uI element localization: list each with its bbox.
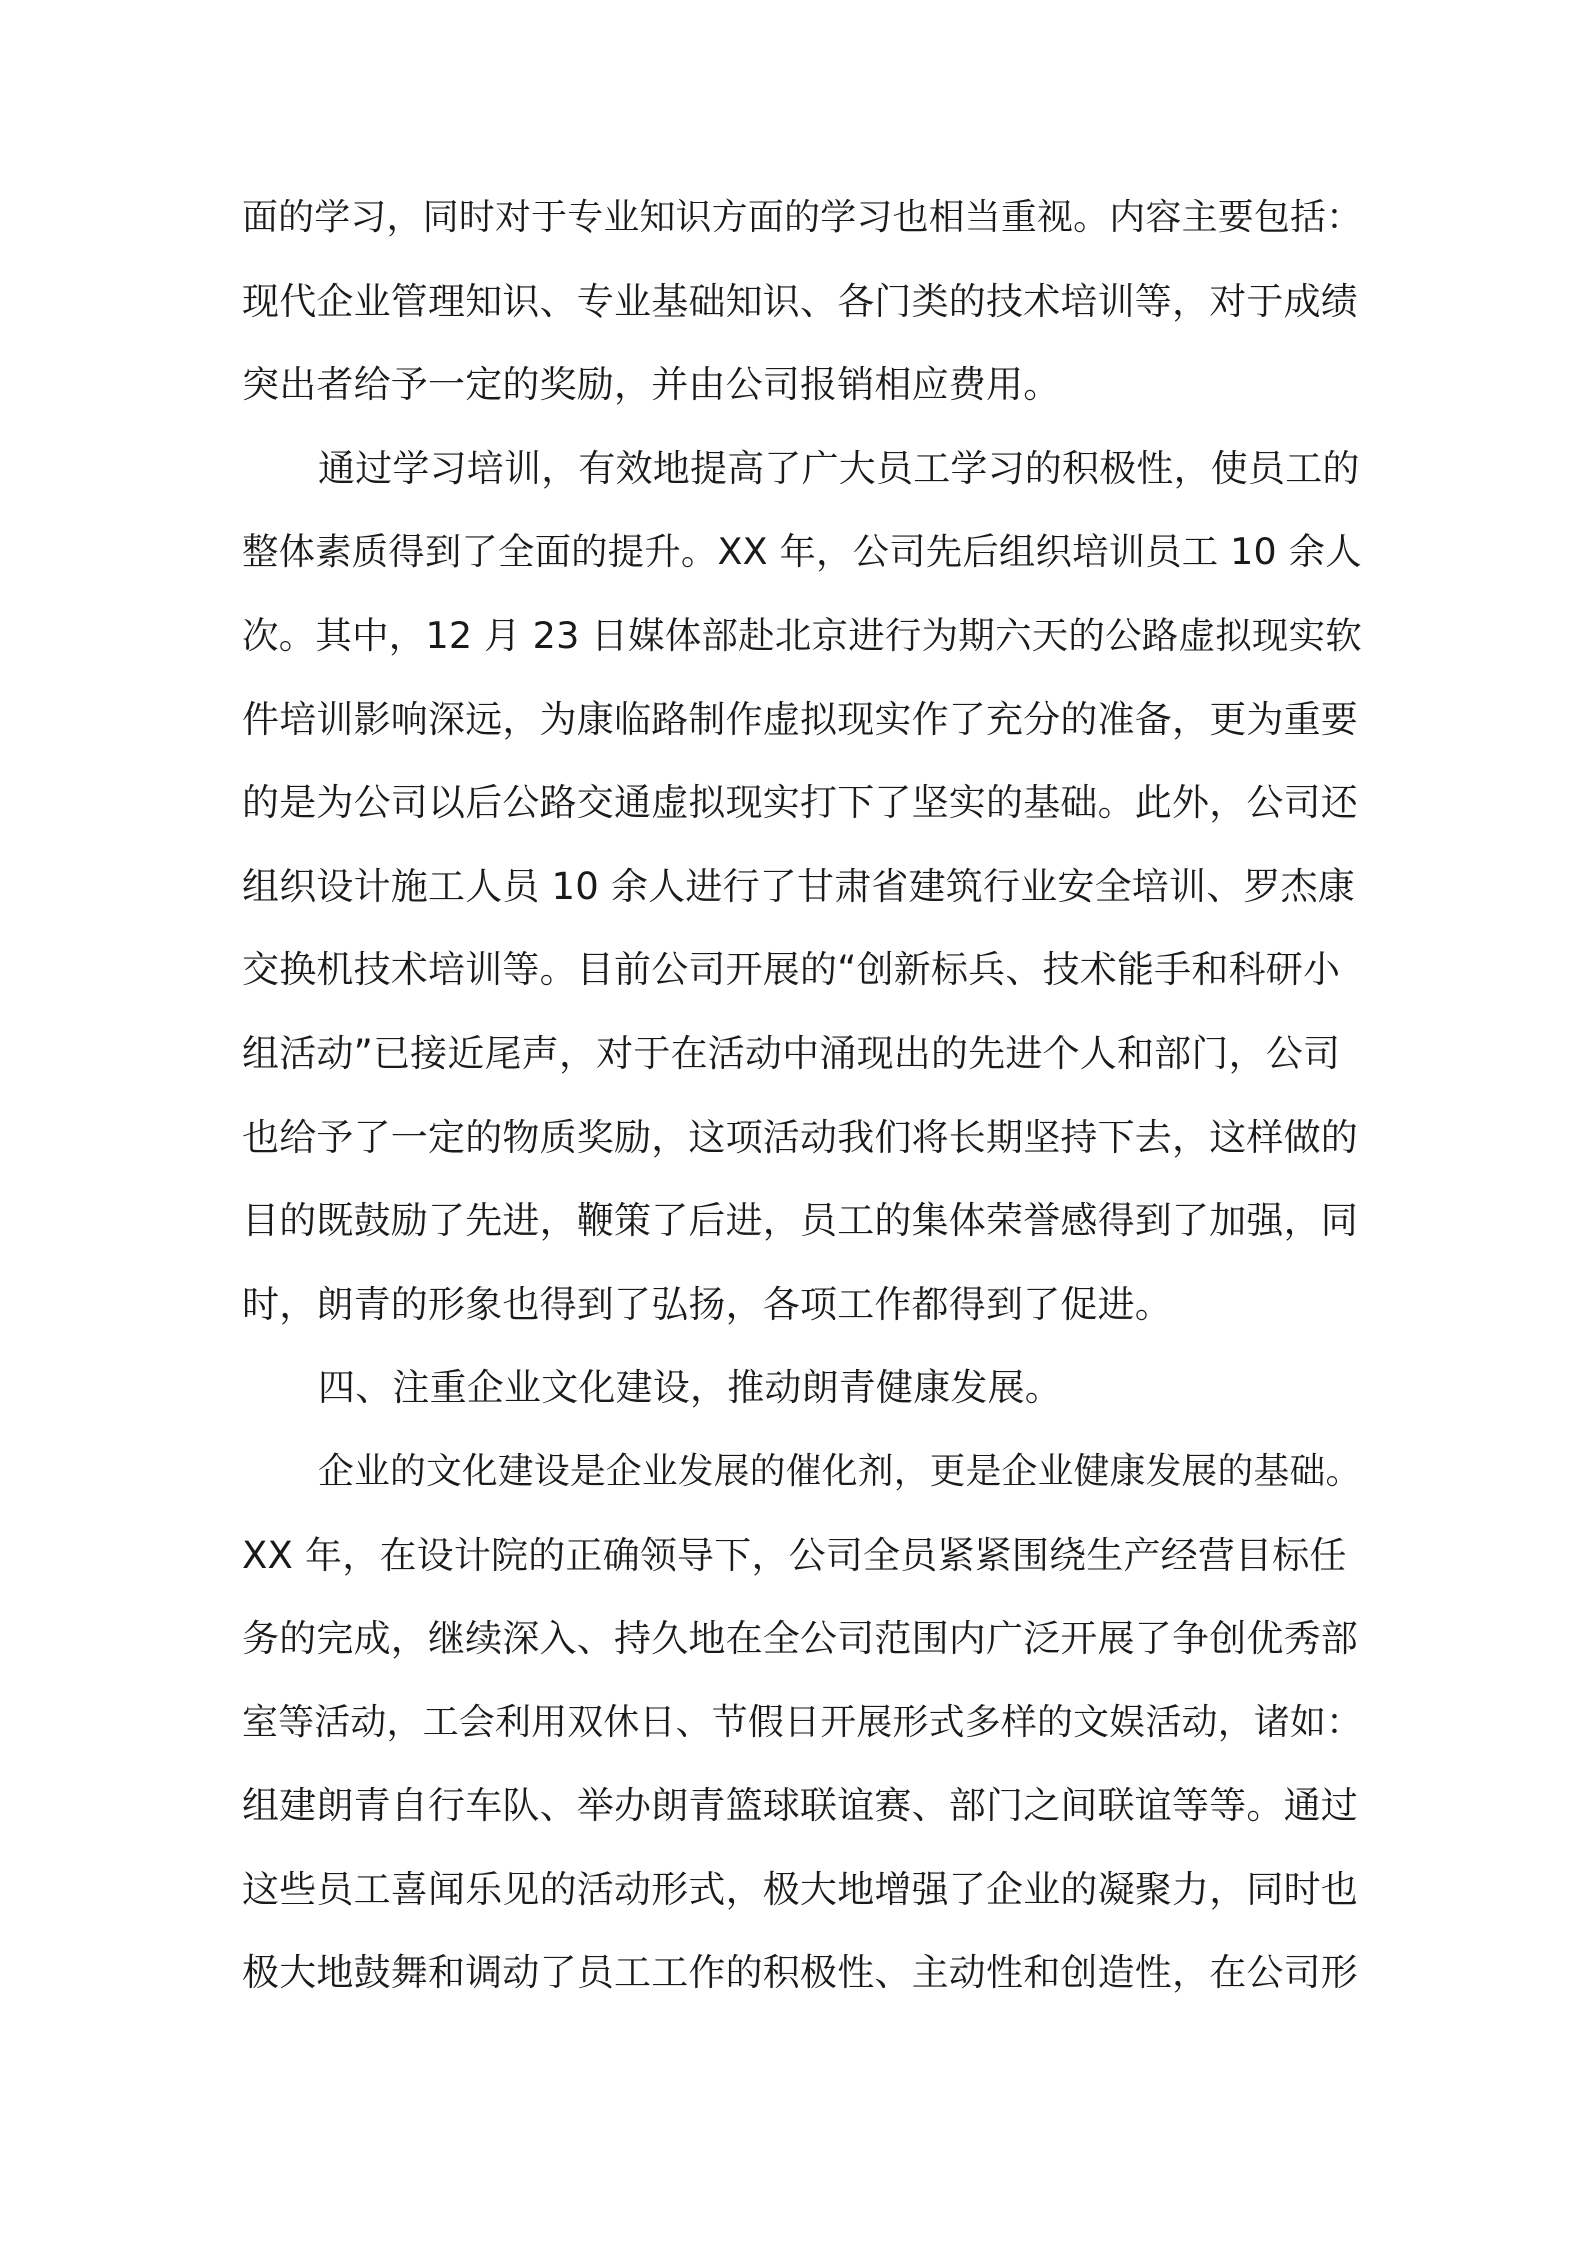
text-line: 组活动”已接近尾声，对于在活动中涌现出的先进个人和部门，公司 (242, 1031, 1341, 1075)
text-line: 现代企业管理知识、专业基础知识、各门类的技术培训等，对于成绩 (242, 279, 1358, 323)
text-line: 次。其中，12 月 23 日媒体部赴北京进行为期六天的公路虚拟现实软 (242, 613, 1362, 657)
text-line: 也给予了一定的物质奖励，这项活动我们将长期坚持下去，这样做的 (242, 1115, 1358, 1159)
text-line: 时，朗青的形象也得到了弘扬，各项工作都得到了促进。 (242, 1282, 1172, 1326)
text-line: 目的既鼓励了先进，鞭策了后进，员工的集体荣誉感得到了加强，同 (242, 1199, 1358, 1243)
text-line: XX 年，在设计院的正确领导下，公司全员紧紧围绕生产经营目标任 (242, 1533, 1347, 1577)
paragraph-first-line: 通过学习培训，有效地提高了广大员工学习的积极性，使员工的 (318, 446, 1360, 490)
text-line: 这些员工喜闻乐见的活动形式，极大地增强了企业的凝聚力，同时也 (242, 1867, 1358, 1911)
section-heading: 四、注重企业文化建设，推动朗青健康发展。 (318, 1366, 1062, 1410)
document-body (242, 176, 1362, 2015)
text-line: 组织设计施工人员 10 余人进行了甘肃省建筑行业安全培训、罗杰康 (242, 864, 1356, 908)
text-line: 组建朗青自行车队、举办朗青篮球联谊赛、部门之间联谊等等。通过 (242, 1784, 1358, 1828)
text-line: 整体素质得到了全面的提升。XX 年，公司先后组织培训员工 10 余人 (242, 530, 1362, 574)
text-line: 室等活动，工会利用双休日、节假日开展形式多样的文娱活动，诸如： (242, 1701, 1363, 1743)
text-line: 交换机技术培训等。目前公司开展的“创新标兵、技术能手和科研小 (242, 948, 1341, 992)
text-line: 面的学习，同时对于专业知识方面的学习也相当重视。内容主要包括： (242, 197, 1363, 238)
text-line: 极大地鼓舞和调动了员工工作的积极性、主动性和创造性，在公司形 (242, 1951, 1358, 1995)
text-line: 务的完成，继续深入、持久地在全公司范围内广泛开展了争创优秀部 (242, 1617, 1358, 1661)
text-line: 的是为公司以后公路交通虚拟现实打下了坚实的基础。此外，公司还 (242, 781, 1358, 825)
text-line: 突出者给予一定的奖励，并由公司报销相应费用。 (242, 363, 1061, 407)
paragraph-first-line: 企业的文化建设是企业发展的催化剂，更是企业健康发展的基础。 (318, 1450, 1362, 1492)
text-line: 件培训影响深远，为康临路制作虚拟现实作了充分的准备，更为重要 (242, 697, 1358, 741)
